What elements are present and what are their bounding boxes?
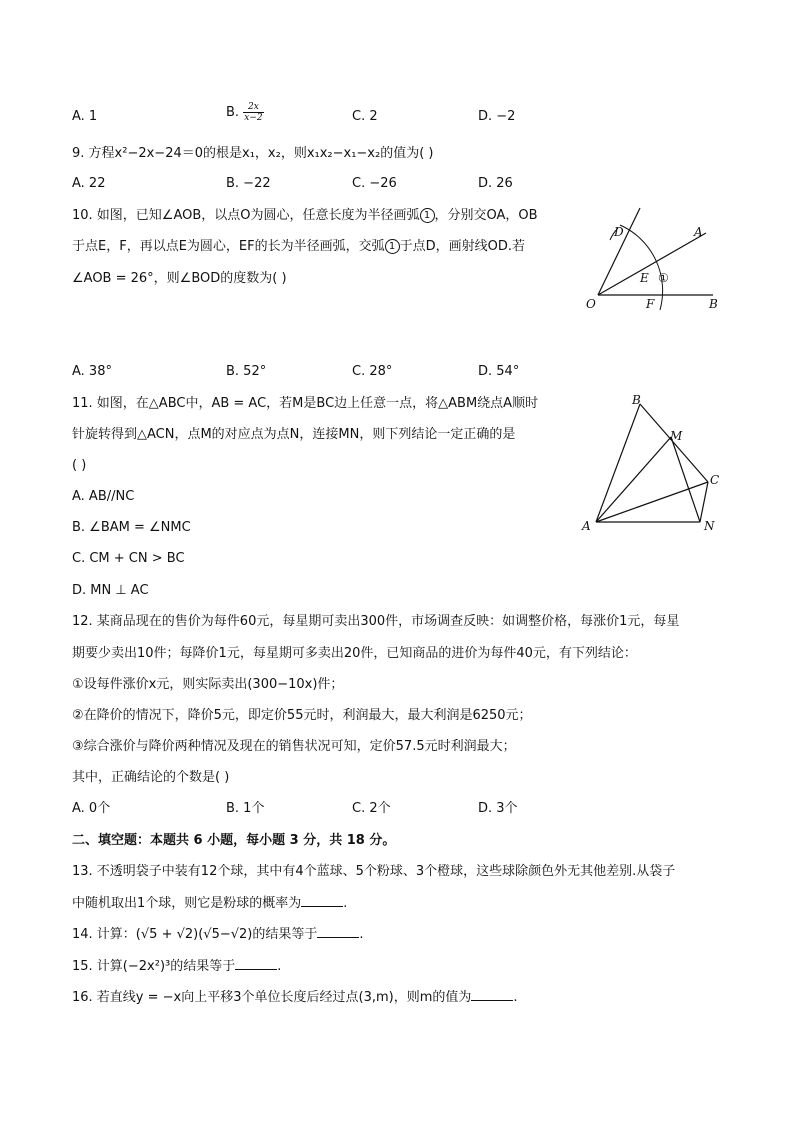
q11-line-1: 11. 如图，在△ABC中，AB = AC，若M是BC边上任意一点，将△ABM绕点A顺时 <box>72 396 539 411</box>
q11-line-3: ( ) <box>72 458 87 473</box>
q12-line-5: ③综合涨价与降价两种情况及现在的销售状况可知，定价57.5元时利润最大； <box>72 739 516 754</box>
q12-line-3: ①设每件涨价x元，则实际卖出(300−10x)件； <box>72 677 344 692</box>
label-o: O <box>586 297 596 311</box>
q11-option-c: C. CM + CN > BC <box>72 551 185 566</box>
q12-option-a: A. 0个 <box>72 801 111 816</box>
q12-option-b: B. 1个 <box>226 801 265 816</box>
q12-option-d: D. 3个 <box>478 801 518 816</box>
arc-one-marker-2: 1 <box>385 239 400 254</box>
segment-am <box>596 437 671 522</box>
label-b: B <box>632 393 641 407</box>
q16-end: . <box>513 990 518 1005</box>
q10-line-1-post: ，分别交OA，OB <box>434 208 538 223</box>
q11-option-b: B. ∠BAM = ∠NMC <box>72 520 191 535</box>
q11-option-d: D. MN ⊥ AC <box>72 583 149 598</box>
q14-end: . <box>359 927 364 942</box>
q10-option-a: A. 38° <box>72 364 112 379</box>
q8-option-b <box>226 102 264 123</box>
segment-ab <box>596 404 640 522</box>
q8-option-d: D. −2 <box>478 109 516 124</box>
q9-option-d: D. 26 <box>478 176 513 191</box>
segment-mn <box>671 437 700 522</box>
label-e: E <box>640 271 649 285</box>
q8-option-b-denominator: x−2 <box>244 113 263 123</box>
q8-option-b-fraction <box>243 102 263 123</box>
q15-answer-blank[interactable] <box>235 957 277 970</box>
q13-line-2-text: 中随机取出1个球，则它是粉球的概率为 <box>72 896 302 911</box>
q9-option-b: B. −22 <box>226 176 271 191</box>
q12-option-c: C. 2个 <box>352 801 391 816</box>
q16-answer-blank[interactable] <box>471 988 513 1001</box>
q10-option-c: C. 28° <box>352 364 393 379</box>
label-a: A <box>694 225 703 239</box>
q13-answer-blank[interactable] <box>301 894 343 907</box>
section-2-title: 二、填空题：本题共 6 小题，每小题 3 分，共 18 分。 <box>72 833 396 848</box>
q15-text: 15. 计算(−2x²)³的结果等于 <box>72 959 236 974</box>
label-f: F <box>646 297 655 311</box>
q10-option-b: B. 52° <box>226 364 267 379</box>
label-d: D <box>614 225 624 239</box>
arc-one-marker: 1 <box>420 208 435 223</box>
label-arc-one: ① <box>658 271 669 285</box>
q16-text: 16. 若直线y = −x向上平移3个单位长度后经过点(3,m)，则m的值为 <box>72 990 472 1005</box>
q8-option-b-numerator: 2x <box>243 102 263 113</box>
label-a: A <box>582 519 591 533</box>
q10-line-1 <box>72 207 538 225</box>
q13-line-1: 13. 不透明袋子中装有12个球，其中有4个蓝球、5个粉球、3个橙球，这些球除颜色外无其他差别.从袋子 <box>72 864 676 879</box>
ray-od <box>598 208 640 295</box>
q12-line-4: ②在降价的情况下，降价5元，即定价55元时，利润最大，最大利润是6250元； <box>72 708 532 723</box>
label-n: N <box>704 519 715 533</box>
arc-one <box>620 225 663 310</box>
q12-line-6: 其中，正确结论的个数是( ) <box>72 770 230 785</box>
segment-cn <box>700 482 708 522</box>
q13-end: . <box>343 896 348 911</box>
q10-line-3: ∠AOB = 26°，则∠BOD的度数为( ) <box>72 271 287 286</box>
q10-figure <box>578 200 728 315</box>
q11-figure <box>576 390 726 538</box>
q12-line-1: 12. 某商品现在的售价为每件60元，每星期可卖出300件，市场调查反映：如调整价格，每涨价1元，每星 <box>72 614 680 629</box>
segment-bc <box>640 404 708 482</box>
q13-line-2 <box>72 894 347 913</box>
segment-ac <box>596 482 708 522</box>
q14-text: 14. 计算：(√5 + √2)(√5−√2)的结果等于 <box>72 927 318 942</box>
label-c: C <box>710 473 720 487</box>
q15-end: . <box>277 959 282 974</box>
q10-line-2-post: 于点D，画射线OD.若 <box>399 239 525 254</box>
q15 <box>72 957 281 976</box>
q11-line-2: 针旋转得到△ACN，点M的对应点为点N，连接MN，则下列结论一定正确的是 <box>72 427 516 442</box>
q14 <box>72 925 364 944</box>
q8-option-b-prefix: B. <box>226 105 240 120</box>
q10-option-d: D. 54° <box>478 364 520 379</box>
q16 <box>72 988 518 1007</box>
q12-line-2: 期要少卖出10件；每降价1元，每星期可多卖出20件，已知商品的进价为每件40元，有下列结论： <box>72 646 637 661</box>
label-m: M <box>670 429 683 443</box>
ray-oa <box>598 233 706 295</box>
q8-option-a: A. 1 <box>72 109 98 124</box>
q10-line-2 <box>72 238 525 256</box>
q9-stem: 9. 方程x²−2x−24＝0的根是x₁，x₂，则x₁x₂−x₁−x₂的值为( ) <box>72 146 434 161</box>
q10-line-2-pre: 于点E，F，再以点E为圆心，EF的长为半径画弧，交弧 <box>72 239 385 254</box>
label-b: B <box>709 297 718 311</box>
q8-option-c: C. 2 <box>352 109 378 124</box>
q9-option-c: C. −26 <box>352 176 397 191</box>
q9-option-a: A. 22 <box>72 176 106 191</box>
q11-option-a: A. AB//NC <box>72 489 135 504</box>
q10-line-1-pre: 10. 如图，已知∠AOB，以点O为圆心，任意长度为半径画弧 <box>72 208 420 223</box>
q14-answer-blank[interactable] <box>317 925 359 938</box>
